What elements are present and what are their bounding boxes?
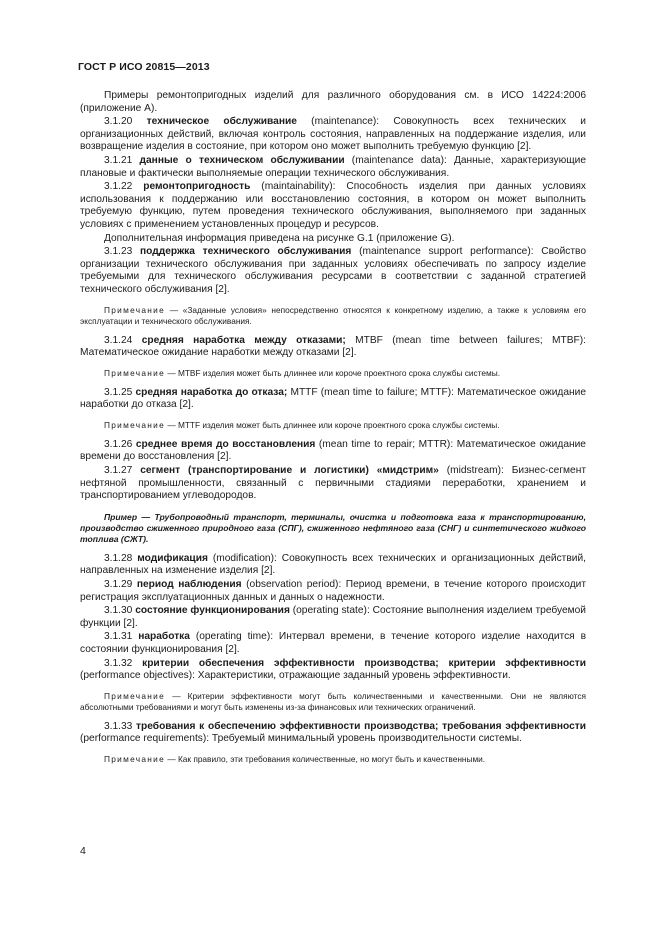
definition-3-1-32: [80, 658, 586, 683]
note-label: Примечание: [104, 367, 166, 378]
definition-3-1-30: [80, 605, 586, 630]
clause-number: 3.1.30: [104, 605, 133, 617]
note-2: [80, 368, 586, 379]
clause-number: 3.1.27: [104, 465, 133, 477]
term: средняя наработка между отказами;: [141, 334, 346, 346]
note-text: — MTTF изделия может быть длиннее или короче проектного срока службы системы.: [165, 419, 500, 430]
term: период наблюдения: [136, 579, 242, 591]
note-label: Примечание: [104, 304, 166, 315]
definition-text: (maintainability): Способность изделия при данных условиях использования к поддержанию или восстановлению состояния, в котором он может выполнить требуемую функцию, путем проведения технического обслуживания, выполняемого при заданных условиях с применением установленных процедур и ресурсов.: [80, 181, 586, 230]
clause-number: 3.1.28: [104, 552, 133, 564]
note-3: [80, 420, 586, 431]
definition-3-1-24: [80, 335, 586, 360]
paragraph-intro: Примеры ремонтопригодных изделий для различного оборудования см. в ИСО 14224:2006 (приложение А).: [80, 90, 586, 114]
definition-text: MTBF (mean time between failures; MTBF): Математическое ожидание наработки между отказами [2].: [80, 334, 586, 359]
definition-text: (maintenance data): Данные, характеризующие плановые и фактически выполняемые операции технического обслуживания.: [80, 154, 586, 179]
definition-text: (performance objectives): Характеристики, отражающие заданный уровень эффективности.: [80, 670, 511, 682]
clause-number: 3.1.20: [104, 116, 133, 128]
note-text: — «Заданные условия» непосредственно относятся к конкретному изделию, а также к условиям его эксплуатации и технического обслуживания.: [80, 304, 586, 326]
definition-3-1-21: [80, 155, 586, 180]
term: сегмент (транспортирование и логистики) «мидстрим»: [140, 465, 439, 477]
term: средняя наработка до отказа;: [135, 386, 288, 398]
note-label: Примечание: [104, 753, 166, 764]
note-4: [80, 691, 586, 713]
definition-3-1-25: [80, 387, 586, 412]
term: среднее время до восстановления: [135, 438, 316, 450]
definition-3-1-27: [80, 465, 586, 503]
clause-number: 3.1.33: [104, 720, 133, 732]
example-block: Пример — Трубопроводный транспорт, терминалы, очистка и подготовка газа к транспортированию, производство сжиженного природного газа (СПГ), сжиженного нефтяного газа (СНГ) и синтетического жидкого топлива (СЖТ).: [80, 511, 586, 544]
definition-3-1-28: [80, 553, 586, 578]
definition-text: MTTF (mean time to failure; MTTF): Математическое ожидание наработки до отказа [2].: [80, 386, 586, 411]
definition-3-1-26: [80, 439, 586, 464]
definition-text: (maintenance support performance): Свойство организации технического обслуживания при заданных условиях обеспечивать по запросу изделие требуемыми для технического обслуживания ресурсами в соответствии с заданной стратегией технического обслуживания [2].: [80, 246, 586, 295]
definition-text: (mean time to repair; MTTR): Математическое ожидание времени до восстановления [2].: [80, 438, 586, 463]
document-header: ГОСТ Р ИСО 20815—2013: [78, 61, 210, 73]
clause-number: 3.1.32: [104, 657, 133, 669]
definition-text: (midstream): Бизнес-сегмент нефтяной промышленности, связанный с первичными стадиями переработки, хранением и транспортированием углеводородов.: [80, 465, 586, 502]
note-text: — MTBF изделия может быть длиннее или короче проектного срока службы системы.: [165, 367, 501, 378]
page-number: 4: [80, 845, 86, 857]
term: наработка: [138, 631, 190, 643]
definition-3-1-31: [80, 631, 586, 656]
clause-number: 3.1.26: [104, 438, 133, 450]
clause-number: 3.1.23: [104, 246, 133, 258]
clause-number: 3.1.22: [104, 181, 133, 193]
definition-text: (modification): Совокупность всех технических и организационных действий, направленных на изменение изделия [2].: [80, 552, 586, 577]
clause-number: 3.1.25: [104, 386, 133, 398]
term: критерии обеспечения эффективности производства; критерии эффективности: [142, 657, 586, 669]
note-label: Примечание: [104, 419, 166, 430]
note-5: [80, 754, 586, 765]
definition-text: (operating time): Интервал времени, в течение которого изделие находится в состоянии функционирования [2].: [80, 631, 586, 655]
definition-text: (maintenance): Совокупность всех технических и организационных действий, включая контроль состояния, направленных на поддержание изделия, или возвращение изделия в состояние, при котором оно может выполнить требуемую функцию [2].: [80, 116, 586, 153]
term: поддержка технического обслуживания: [140, 246, 352, 258]
clause-number: 3.1.31: [104, 631, 133, 643]
paragraph-extra-info: Дополнительная информация приведена на рисунке G.1 (приложение G).: [104, 232, 455, 244]
term: состояние функционирования: [135, 605, 290, 617]
term: модификация: [137, 552, 208, 564]
definition-text: (performance requirements): Требуемый минимальный уровень производительности системы.: [80, 733, 522, 745]
document-body: [80, 90, 586, 773]
definition-3-1-33: [80, 721, 586, 746]
clause-number: 3.1.29: [104, 579, 133, 591]
definition-text: (operating state): Состояние выполнения изделием требуемой функции [2].: [80, 605, 586, 629]
note-text: — Как правило, эти требования количественные, но могут быть и качественными.: [165, 753, 486, 764]
definition-3-1-23: [80, 246, 586, 296]
term: техническое обслуживание: [146, 116, 297, 128]
clause-number: 3.1.21: [104, 154, 133, 166]
definition-3-1-29: [80, 579, 586, 604]
definition-3-1-22: [80, 181, 586, 231]
term: требования к обеспечению эффективности производства; требования эффективности: [136, 720, 586, 732]
note-label: Примечание: [104, 690, 166, 701]
definition-3-1-20: [80, 116, 586, 154]
note-text: — Критерии эффективности могут быть количественными и качественными. Они не являются абсолютными требованиями и могут быть изменены из-за финансовых или технических ограничений.: [80, 690, 586, 712]
definition-text: (observation period): Период времени, в течение которого происходит регистрация эксплуатационных данных и данных о надежности.: [80, 579, 586, 603]
clause-number: 3.1.24: [104, 334, 133, 346]
term: ремонтопригодность: [143, 181, 251, 193]
term: данные о техническом обслуживании: [139, 154, 345, 166]
note-1: [80, 305, 586, 327]
